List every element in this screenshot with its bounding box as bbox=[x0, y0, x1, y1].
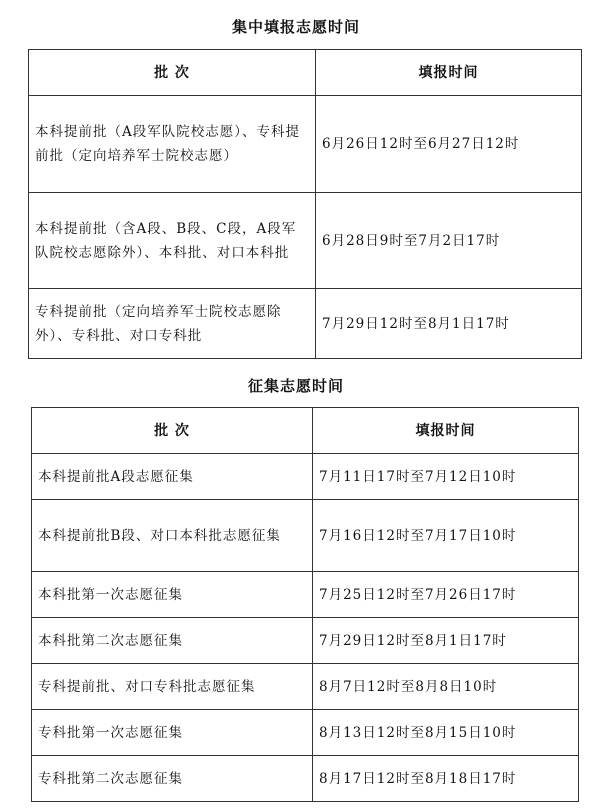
table-row bbox=[29, 96, 582, 193]
time-cell: 7月11日17时至7月12日10时 bbox=[313, 454, 579, 500]
table-row bbox=[32, 756, 579, 802]
table-row bbox=[32, 572, 579, 618]
table-header-row bbox=[32, 408, 579, 454]
batch-cell: 本科提前批（A段军队院校志愿）、专科提前批（定向培养军士院校志愿） bbox=[29, 96, 316, 193]
table-row bbox=[32, 618, 579, 664]
time-cell: 8月7日12时至8月8日10时 bbox=[313, 664, 579, 710]
table-row bbox=[29, 193, 582, 289]
header-batch: 批 次 bbox=[29, 50, 316, 96]
time-cell: 7月29日12时至8月1日17时 bbox=[316, 289, 582, 359]
batch-cell: 专科批第二次志愿征集 bbox=[32, 756, 313, 802]
table-row bbox=[29, 289, 582, 359]
batch-cell: 专科提前批、对口专科批志愿征集 bbox=[32, 664, 313, 710]
time-cell: 7月29日12时至8月1日17时 bbox=[313, 618, 579, 664]
time-cell: 7月25日12时至7月26日17时 bbox=[313, 572, 579, 618]
time-cell: 8月17日12时至8月18日17时 bbox=[313, 756, 579, 802]
batch-cell: 专科提前批（定向培养军士院校志愿除外）、专科批、对口专科批 bbox=[29, 289, 316, 359]
time-cell: 7月16日12时至7月17日10时 bbox=[313, 500, 579, 572]
table-row bbox=[32, 664, 579, 710]
table-row bbox=[32, 454, 579, 500]
batch-cell: 专科批第一次志愿征集 bbox=[32, 710, 313, 756]
time-cell: 8月13日12时至8月15日10时 bbox=[313, 710, 579, 756]
solicitation-schedule-table bbox=[31, 407, 579, 802]
batch-cell: 本科提前批A段志愿征集 bbox=[32, 454, 313, 500]
header-time: 填报时间 bbox=[316, 50, 582, 96]
batch-cell: 本科批第二次志愿征集 bbox=[32, 618, 313, 664]
centralized-section-title: 集中填报志愿时间 bbox=[231, 18, 360, 36]
header-batch: 批 次 bbox=[32, 408, 313, 454]
batch-cell: 本科提前批B段、对口本科批志愿征集 bbox=[32, 500, 313, 572]
time-cell: 6月28日9时至7月2日17时 bbox=[316, 193, 582, 289]
batch-cell: 本科提前批（含A段、B段、C段，A段军队院校志愿除外）、本科批、对口本科批 bbox=[29, 193, 316, 289]
centralized-schedule-table bbox=[28, 49, 582, 359]
time-cell: 6月26日12时至6月27日12时 bbox=[316, 96, 582, 193]
table-row bbox=[32, 500, 579, 572]
batch-cell: 本科批第一次志愿征集 bbox=[32, 572, 313, 618]
header-time: 填报时间 bbox=[313, 408, 579, 454]
solicitation-section-title: 征集志愿时间 bbox=[247, 377, 344, 395]
table-row bbox=[32, 710, 579, 756]
table-header-row bbox=[29, 50, 582, 96]
